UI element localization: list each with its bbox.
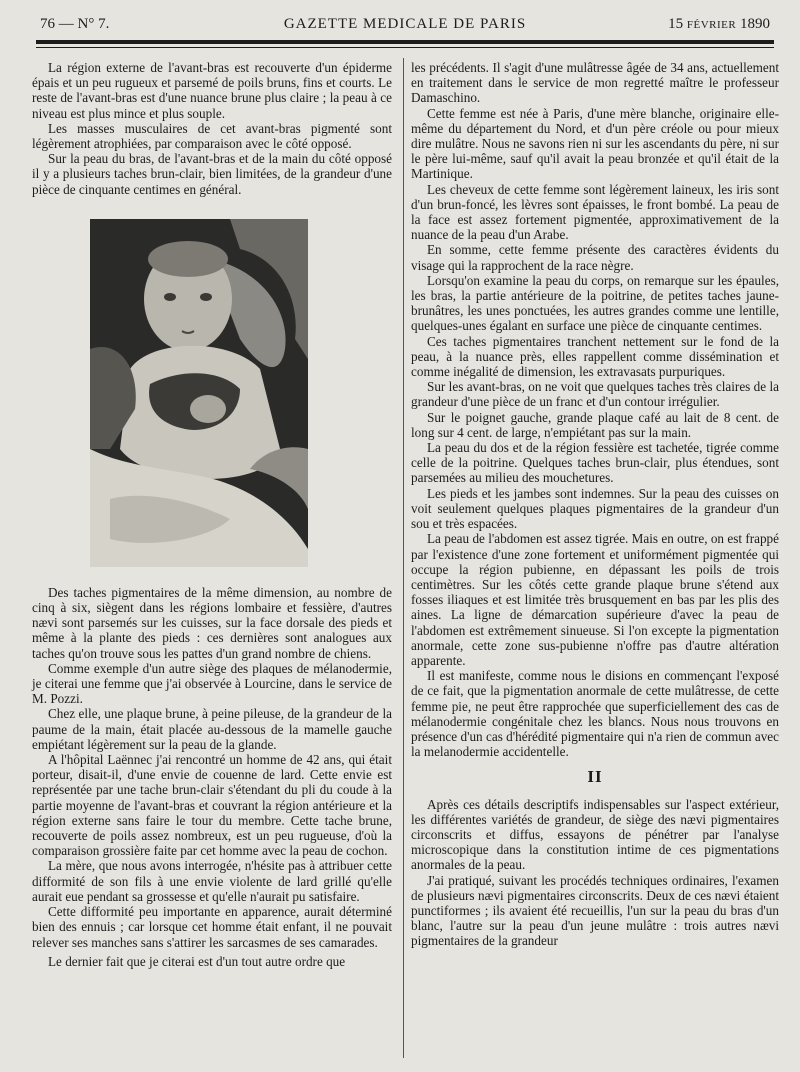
paragraph: Ces taches pigmentaires tranchent nettement sur le fond de la peau, à la nuance près, elles rappellent comme dissémination et comme inégalité de dimension, les extravasats purpuriques. (411, 333, 779, 380)
right-column (411, 60, 779, 949)
paragraph: Les cheveux de cette femme sont légèrement laineux, les iris sont d'un brun-foncé, les lèvres sont épaisses, le front bombé. La peau de la face est assez fortement pigmentée, approximativement de la nuance de la peau d'un Arabe. (411, 181, 779, 243)
journal-title: GAZETTE MEDICALE DE PARIS (283, 16, 527, 32)
issue-date-day: 15 (668, 16, 684, 32)
paragraph: Après ces détails descriptifs indispensables sur l'aspect extérieur, les différentes variétés de grandeur, de siège des nævi pigmentaires circonscrits et diffus, essayons de pénétrer par l'analyse microscopique dans la constitution intime de ces pigmentations anormales de la peau. (411, 796, 779, 873)
child-photograph-image (90, 219, 308, 567)
paragraph: Comme exemple d'un autre siège des plaques de mélanodermie, je citerai une femme que j'ai observée à Lourcine, dans le service de M. Pozzi. (32, 660, 392, 707)
page-header (36, 16, 774, 38)
right-bottom-text (411, 797, 779, 949)
paragraph: J'ai pratiqué, suivant les procédés techniques ordinaires, l'examen de plusieurs nævi pigmentaires circonscrits. Deux de ces nævi étaient punctiformes ; ils avaient été recueillis, l'un sur la peau du bras d'un blanc, l'autre sur la peau d'un jeune mulâtre : trois autres nævi pigmentaires de la grandeur (411, 872, 779, 949)
paragraph: Les pieds et les jambes sont indemnes. Sur la peau des cuisses on voit seulement quelques plaques pigmentaires de la grandeur d'un sou et très espacées. (411, 485, 779, 532)
paragraph: Des taches pigmentaires de la même dimension, au nombre de cinq à six, siègent dans les régions lombaire et fessière, d'autres nævi sont parsemés sur les cuisses, sur la face dorsale des pieds et même à la plante des pieds : ces dernières sont analogues aux taches qu'on trouve sous les pattes d'un grand nombre de chiens. (32, 584, 392, 661)
paragraph: La peau de l'abdomen est assez tigrée. Mais en outre, on est frappé par l'existence d'une zone fortement et uniformément pigmentée qui occupe la région pubienne, en dépassant les poils de trois centimètres. Sur les côtés cette grande plaque brune s'étend aux fosses iliaques et est limitée très brusquement en bas par les plis des aines. La ligne de démarcation supérieure d'avec la peau de l'abdomen est extrêmement sinueuse. Si l'on excepte la pigmentation anormale, cette zone sus-pubienne n'offre pas d'autre altération apparente. (411, 531, 779, 668)
issue-date-month: FÉVRIER (686, 19, 737, 31)
paragraph: Sur les avant-bras, on ne voit que quelques taches très claires de la grandeur d'une pièce de un franc et d'un contour irrégulier. (411, 379, 779, 410)
issue-date (668, 16, 770, 33)
paragraph: A l'hôpital Laënnec j'ai rencontré un homme de 42 ans, qui était porteur, disait-il, d'une envie de couenne de lard. Cette envie est représentée par une tache brun-clair s'étendant du pli du coude à la partie moyenne de l'avant-bras et couvrant la région antérieure et la région externe sans faire le tour du membre. Cette tache brune, recouverte de poils assez nombreux, est un peu rugueuse, d'où la comparaison grossière faite par cet homme avec la peau de cochon. (32, 752, 392, 859)
paragraph: La mère, que nous avons interrogée, n'hésite pas à attribuer cette difformité de son fils à une envie violente de lard grillé qu'elle aurait eue pendant sa grossesse et qu'elle n'aurait pu satisfaire. (32, 858, 392, 904)
paragraph: La peau du dos et de la région fessière est tachetée, tigrée comme celle de la poitrine. Quelques taches brun-clair, plus étendues, sont parsemées au milieu des mouchetures. (411, 440, 779, 486)
column-divider (403, 58, 404, 1058)
paragraph: Les masses musculaires de cet avant-bras pigmenté sont légèrement atrophiées, par comparaison avec le côté opposé. (32, 120, 392, 152)
paragraph: Sur le poignet gauche, grande plaque café au lait de 8 cent. de long sur 4 cent. de large, n'empiétant pas sur la main. (411, 409, 779, 440)
page-number: 76 — N° 7. (40, 16, 110, 32)
paragraph: La région externe de l'avant-bras est recouverte d'un épiderme épais et un peu rugueux et parsemé de poils bruns, fins et courts. Le reste de l'avant-bras est d'une nuance brune plus claire ; la peau à ce niveau est plus mince et plus souple. (32, 60, 392, 121)
right-top-text (411, 60, 779, 759)
paragraph: Le dernier fait que je citerai est d'un tout autre ordre que (48, 953, 346, 969)
issue-date-year: 1890 (740, 16, 770, 32)
paragraph: Sur la peau du bras, de l'avant-bras et de la main du côté opposé il y a plusieurs taches brun-clair, bien limitées, de la grandeur d'une pièce de cinquante centimes en général. (32, 151, 392, 197)
paragraph: Il est manifeste, comme nous le disions en commençant l'exposé de ce fait, que la pigmentation anormale de cette mulâtresse, de cette femme pie, ne peut être rapprochée que superficiellement des cas de mélanodermie congénitale chez les blancs. Nous nous trouvons en présence d'un cas d'hérédité pigmentaire qui n'a rien de commun avec la melanodermie accidentelle. (411, 668, 779, 760)
left-bottom-text (32, 585, 392, 969)
section-heading: II (587, 767, 603, 787)
header-rule-thin (36, 47, 774, 48)
paragraph: En somme, cette femme présente des caractères évidents du visage qui la rapprochent de la race nègre. (411, 242, 779, 273)
paragraph: Lorsqu'on examine la peau du corps, on remarque sur les épaules, les bras, la partie antérieure de la poitrine, de petites taches jaune-brunâtres, les unes ponctuées, les autres grandes comme une lentille, quelques-unes égalant en surface une pièce de cinquante centimes. (411, 272, 779, 334)
left-column (32, 60, 392, 969)
paragraph: Cette femme est née à Paris, d'une mère blanche, originaire elle-même du département du Nord, et d'un père créole ou pour mieux dire mulâtre. Nous ne savons rien ni sur les ascendants du père, ni sur le père lui-même, sauf qu'il avait la peau bronzée et qu'il était de la Martinique. (411, 105, 779, 182)
left-top-text (32, 60, 392, 197)
paragraph: Cette difformité peu importante en apparence, aurait déterminé bien des ennuis ; car lorsque cet homme était enfant, il ne pouvait relever ses manches sans s'attirer les sarcasmes de ses camarades. (32, 904, 392, 950)
paragraph: Chez elle, une plaque brune, à peine pileuse, de la grandeur de la paume de la main, était placée au-dessous de la mamelle gauche empiétant légèrement sur la peau de la glande. (32, 706, 392, 752)
header-rule-thick (36, 40, 774, 44)
child-photograph (90, 219, 308, 567)
paragraph: les précédents. Il s'agit d'une mulâtresse âgée de 34 ans, actuellement en traitement dans le service de mon regretté maître le professeur Damaschino. (411, 60, 779, 106)
